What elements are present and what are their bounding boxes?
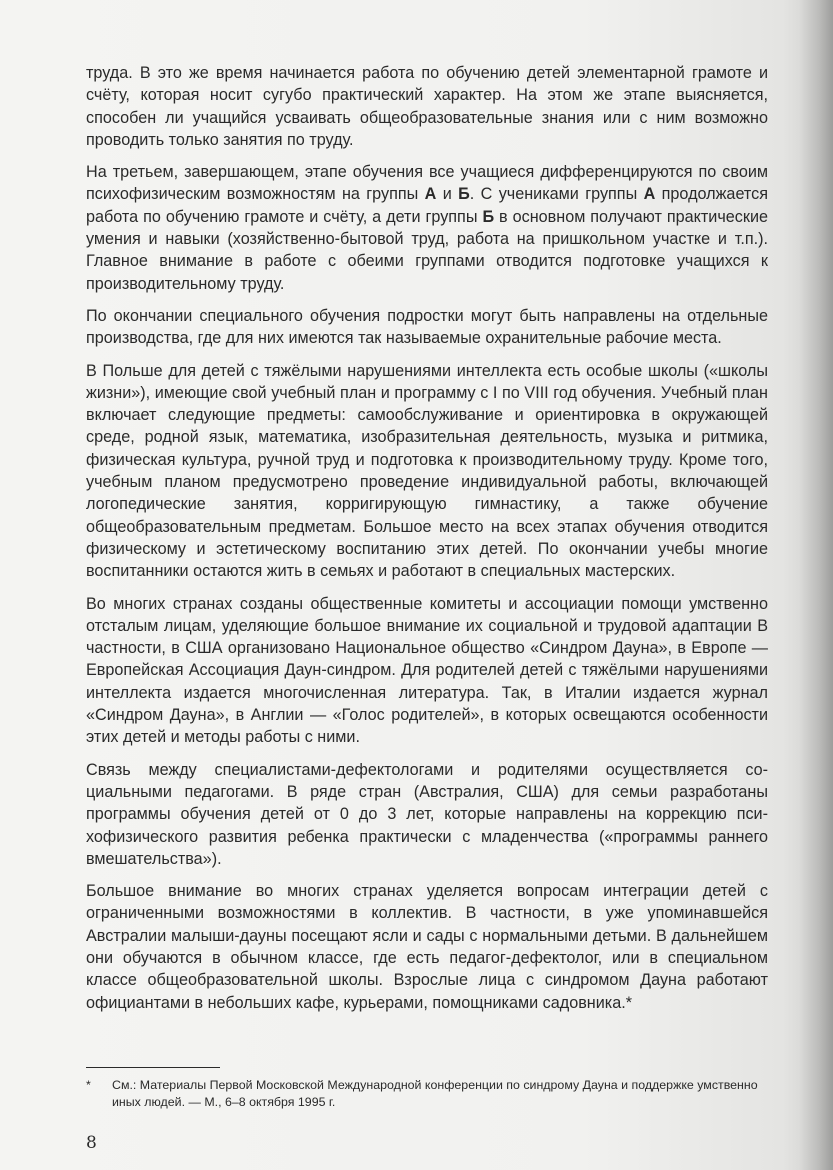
text-run: В Польше для детей с тяжёлыми нарушениями интеллекта есть особые школы («школы жизни»), имеющие свой учебный план и программу с I по VIII год обучения. Учебный план включает следующие предметы: самообслуживание и ориентировка в окружающей среде, родной язык, математика, изобразительная деятельность, музыка и ритмика, физическая культура, ручной труд и подготовка к производительному труду. Кроме того, учебным планом предусмотрено проведение индивидуальной работы, включающей логопедические занятия, корригирующую гимнастику, а также обучение общеобразовательным предметам. Большое место на всех этапах обучения отводится физическому и эстетическому воспитанию этих детей. По окончании учебы многие воспитанники остаются жить в семьях и работают в специальных мастерских. <box>86 361 768 581</box>
text-run: Большое внимание во многих странах уделяется вопросам интеграции детей с ограниченными возможностями в коллектив. В частности, в уже упоминавшейся Австралии малыши-дауны посещают ясли и сады с нормальными детьми. В дальнейшем они обучаются в обычном классе, где есть педагог-дефектолог, или в специальном классе общеобразовательной школы. Взрослые лица с синдромом Дауна работают официантами в небольших кафе, курьерами, помощниками садовника.* <box>86 882 768 1012</box>
text-run: труда. В это же время начинается работа по обучению детей элементарной грамоте и счёту, которая носит сугубо практический характер. На этом же этапе выясняется, способен ли учащийся усваивать общеобразовательные знания или с ним возможно проводить только занятия по труду. <box>86 64 768 149</box>
spine-shadow <box>799 0 833 1170</box>
bold-text-run: Б <box>482 207 495 226</box>
text-run: Связь между специалистами-дефектологами и родителями осуществляется социальными педагогами. В ряде стран (Австралия, США) для семьи разработаны программы обучения детей от 0 до 3 лет, которые направлены на коррекцию психофизического развития ребенка практически с младенчества («программы раннего вмешательства»). <box>86 760 768 868</box>
page-number: 8 <box>86 1133 97 1153</box>
paragraph <box>86 759 768 870</box>
bold-text-run: А <box>643 185 656 204</box>
text-run: Во многих странах созданы общественные комитеты и ассоциации помощи умственно отсталым лицам, уделяющие большое внимание их социальной и трудовой адаптации В частности, в США организовано Национальное общество «Синдром Дауна», в Европе — Европейская Ассоциация Даун-синдром. Для родителей детей с тяжёлыми нарушениями интеллекта издается многочисленная литература. Так, в Италии издается журнал «Синдром Дауна», в Англии — «Голос родителей», в которых освещаются особенности этих детей и методы работы с ними. <box>86 594 768 747</box>
footnote-text: См.: Материалы Первой Московской Международной конференции по синдрому Дауна и поддержке умственно иных людей. — М., 6–8 октября 1995 г. <box>112 1078 758 1109</box>
paragraph <box>86 880 768 1014</box>
bold-text-run: Б <box>458 185 470 204</box>
text-run: в основном получают практические умения и навыки (хозяйственно-бытовой труд, работа на пришкольном участке и т.п.). Главное внимание в работе с обеими группами отводится подготовке учащихся к производительному труду. <box>86 207 768 293</box>
footnote-mark: * <box>86 1078 91 1092</box>
paragraph <box>86 593 768 749</box>
paragraph <box>86 62 768 151</box>
text-run: По окончании специального обучения подростки могут быть направлены на отдельные производства, где для них имеются так называемые охранительные рабочие места. <box>86 306 768 348</box>
paragraph <box>86 161 768 295</box>
paragraph <box>86 305 768 350</box>
footnote-divider <box>86 1067 220 1068</box>
text-run: . С учениками группы <box>469 185 644 204</box>
bold-text-run: А <box>424 185 437 204</box>
text-run: На третьем, завершающем, этапе обучения все учащиеся дифференцируются по своим психофизическим возможностям на группы <box>86 163 768 204</box>
text-run: продолжается работа по обучению грамоте и счёту, а дети группы <box>86 185 768 226</box>
footnote <box>86 1077 768 1111</box>
body-text <box>86 62 768 1024</box>
paragraph <box>86 360 768 583</box>
text-run: и <box>436 185 459 204</box>
